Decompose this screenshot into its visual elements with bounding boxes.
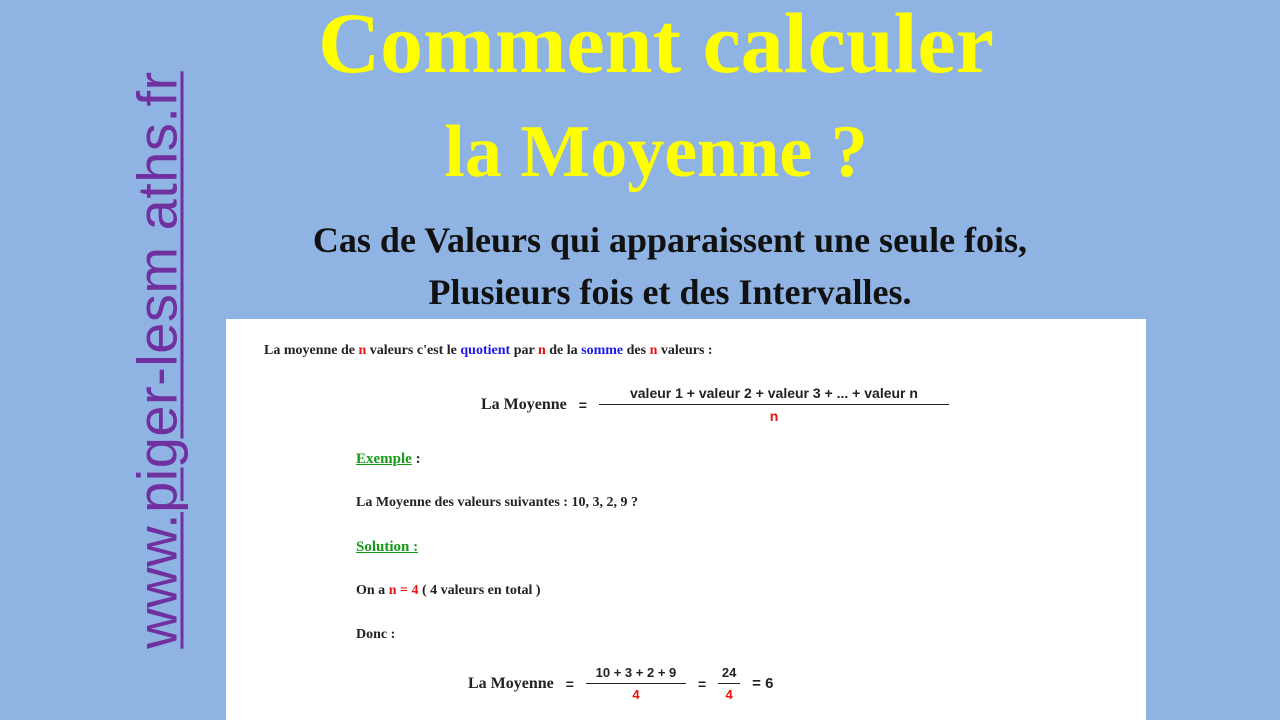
formula-numerator: valeur 1 + valeur 2 + valeur 3 + ... + valeur n (629, 385, 918, 401)
var-n: n (649, 343, 658, 358)
lesson-panel (226, 319, 1146, 720)
definition-part: par (510, 343, 538, 358)
result-equals-2: = (697, 675, 707, 692)
definition-text (264, 343, 713, 359)
example-question: La Moyenne des valeurs suivantes : 10, 3, 2, 9 ? (356, 495, 638, 510)
result-numerator-2: 24 (721, 665, 737, 680)
subtitle-line2: Plusieurs fois et des Intervalles. (428, 272, 912, 313)
solution-n-line (356, 583, 541, 599)
main-title: Comment calculer (318, 0, 994, 91)
result-equals: = (565, 675, 574, 692)
solution-heading: Solution : (356, 539, 419, 555)
result-denominator-2: 4 (725, 687, 733, 702)
formula-denominator: n (769, 408, 779, 424)
solution-text: ( 4 valeurs en total ) (418, 583, 541, 598)
result-numerator-1: 10 + 3 + 2 + 9 (595, 665, 677, 680)
solution-n-value: n = 4 (388, 583, 419, 598)
site-url-vertical[interactable]: www.piger-lesm aths.fr (125, 71, 189, 649)
result-fraction-1 (586, 665, 686, 702)
subtitle-line1: Cas de Valeurs qui apparaissent une seule fois, (312, 220, 1028, 260)
definition-part: valeurs : (657, 343, 713, 358)
formula-label: La Moyenne (481, 395, 567, 413)
var-n: n (358, 343, 367, 358)
subtitle (200, 214, 1140, 318)
result-denominator-1: 4 (632, 687, 640, 702)
example-colon: : (411, 451, 421, 467)
example-heading (356, 451, 421, 468)
keyword-quotient: quotient (460, 343, 511, 358)
result-label: La Moyenne (468, 674, 554, 692)
main-title-line2: la Moyenne ? (444, 111, 868, 193)
solution-donc: Donc : (356, 627, 396, 642)
definition-part: des (623, 343, 650, 358)
keyword-somme: somme (581, 343, 624, 358)
definition-part: de la (545, 343, 582, 358)
result-fraction-2 (718, 665, 740, 702)
result-value: = 6 (752, 675, 774, 692)
example-label: Exemple (356, 451, 412, 467)
var-n: n (537, 343, 546, 358)
result-equation (468, 665, 773, 702)
definition-part: La moyenne de (264, 343, 359, 358)
solution-text: On a (356, 583, 389, 598)
definition-part: valeurs c'est le (366, 343, 461, 358)
formula-fraction (599, 385, 949, 424)
mean-formula (481, 385, 949, 424)
formula-equals: = (578, 396, 587, 413)
